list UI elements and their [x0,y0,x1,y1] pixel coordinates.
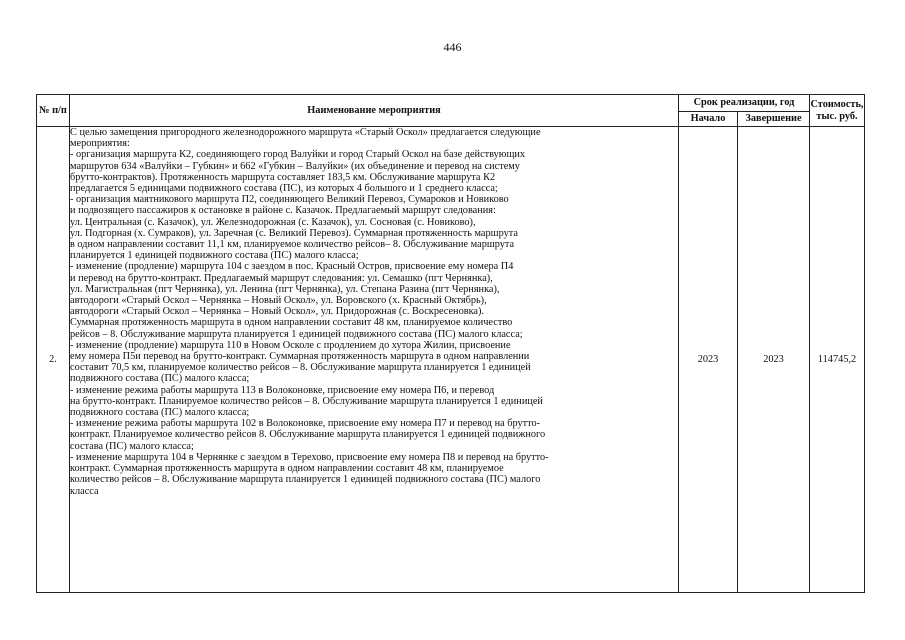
description-line: и перевод на брутто-контракт. Предлагаемый маршрут следования: ул. Семашко (пгт Чернянка), [70,272,493,284]
description-line: автодороги «Старый Оскол – Чернянка – Новый Оскол», ул. Придорожная (с. Воскресеновка). [70,306,484,318]
description-line: рейсов – 8. Обслуживание маршрута планируется 1 единицей подвижного состава (ПС) малого класса; [70,328,523,340]
header-start: Начало [679,112,738,127]
description-line: и подвозящего пассажиров к остановке в районе с. Казачок. Предлагаемый маршрут следования: [70,205,496,217]
header-num: № п/п [37,95,70,127]
description-line: состава (ПС) малого класса; [70,440,194,452]
page-number: 446 [443,40,462,54]
header-period: Срок реализации, год [679,95,810,112]
description-line: составит 70,5 км, планируемое количество рейсов – 8. Обслуживание маршрута планируется 1 единицей [70,362,531,374]
header-name: Наименование мероприятия [70,95,679,127]
row-number: 2. [37,127,70,593]
description-line: - организация маятникового маршрута П2, соединяющего Великий Перевоз, Сумароков и Новиково [70,194,509,206]
description-line: - изменение маршрута 104 в Чернянке с заездом в Терехово, присвоение ему номера П8 и перевод на брутто- [70,451,549,463]
description-line: - изменение режима работы маршрута 102 в Волоконовке, присвоение ему номера П7 и перевод на брутто- [70,418,541,430]
description-line: подвижного состава (ПС) малого класса; [70,407,250,419]
description-line: Суммарная протяженность маршрута в одном направлении составит 48 км, планируемое количество [70,317,513,329]
header-row-1 [37,95,865,112]
description-line: - изменение (продление) маршрута 110 в Новом Осколе с продлением до хутора Жилин, присвоение [70,339,511,351]
description-line: количество рейсов – 8. Обслуживание маршрута планируется 1 единицей подвижного состава (ПС) малого [70,474,541,486]
description-line: контракт. Планируемое количество рейсов 8. Обслуживание маршрута планируется 1 единицей подвижного [70,429,546,441]
description-line: ему номера П5и перевод на брутто-контракт. Суммарная протяженность маршрута в одном направлении [70,351,530,363]
row-cost: 114745,2 [810,127,865,593]
description-line: - изменение режима работы маршрута 113 в Волоконовке, присвоение ему номера П6, и перевод [70,384,495,396]
description-line: в одном направлении составит 11,1 км, планируемое количество рейсов– 8. Обслуживание маршрута [70,239,515,251]
description-line: предлагается 5 единицами подвижного состава (ПС), из которых 4 большого и 1 среднего класса; [70,183,498,195]
description-line: на брутто-контракт. Планируемое количество рейсов – 8. Обслуживание маршрута планируется 1 единицей [70,395,543,407]
description-line: маршрутов 634 «Валуйки – Губкин» и 662 «Губкин – Валуйки» (их объединение и перевод на систему [70,160,520,172]
row-start-year: 2023 [679,127,738,593]
description-line: - изменение (продление) маршрута 104 с заездом в пос. Красный Остров, присвоение ему номера П4 [70,261,514,273]
header-end: Завершение [738,112,810,127]
description-line: контракт. Суммарная протяженность маршрута в одном направлении составит 48 км, планируемое [70,463,504,475]
header-cost: Стоимость, тыс. руб. [810,95,865,127]
measures-table [36,94,865,593]
description-line: ул. Магистральная (пгт Чернянка), ул. Ленина (пгт Чернянка), ул. Степана Разина (пгт Чернянка), [70,283,500,295]
description-line: подвижного состава (ПС) малого класса; [70,373,250,385]
description-line: - организация маршрута К2, соединяющего город Валуйки и город Старый Оскол на базе действующих [70,149,526,161]
row-end-year: 2023 [738,127,810,593]
measure-description [70,127,679,593]
description-line: С целью замещения пригородного железнодорожного маршрута «Старый Оскол» предлагается следующие [70,127,541,138]
description-line: планируется 1 единицей подвижного состава (ПС) малого класса; [70,250,359,262]
description-line: мероприятия: [70,138,130,150]
description-line: автодороги «Старый Оскол – Чернянка – Новый Оскол», ул. Воровского (х. Красный Октябрь), [70,295,487,307]
description-line: класса [70,485,99,497]
description-line: ул. Подгорная (х. Сумраков), ул. Заречная (с. Великий Перевоз). Суммарная протяженность маршрута [70,227,518,239]
table-row [37,127,865,593]
description-line: брутто-контрактов). Протяженность маршрута составляет 183,5 км. Обслуживание маршрута К2 [70,171,496,183]
description-line: ул. Центральная (с. Казачок), ул. Железнодорожная (с. Казачок), ул. Сосновая (с. Новиково), [70,216,476,228]
